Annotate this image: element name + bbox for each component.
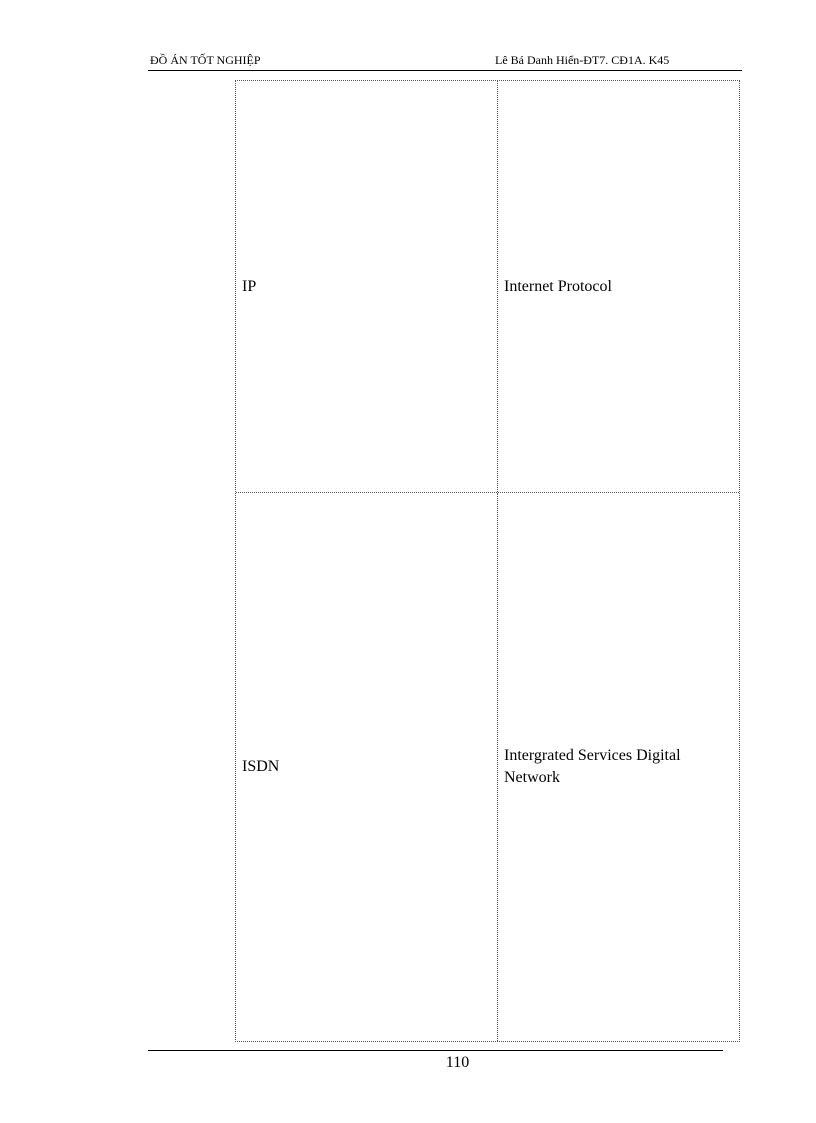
full-name-text: Internet Protocol	[504, 277, 612, 295]
abbreviation-text: IP	[242, 277, 257, 295]
abbreviation-cell	[236, 493, 498, 1041]
page-header	[148, 52, 742, 71]
table-row	[236, 81, 739, 493]
footer-divider	[148, 1050, 723, 1051]
header-author-info: Lê Bá Danh Hiển-ĐT7. CĐ1A. K45	[495, 53, 670, 67]
abbreviation-cell	[236, 81, 498, 492]
header-document-title: ĐỒ ÁN TỐT NGHIỆP	[150, 53, 261, 67]
full-name-cell	[498, 81, 739, 492]
table-row	[236, 493, 739, 1041]
abbreviation-table	[235, 80, 740, 1042]
full-name-cell	[498, 493, 739, 1041]
full-name-text: Intergrated Services Digital Network	[504, 747, 681, 786]
page-number: 110	[445, 1054, 470, 1071]
abbreviation-text: ISDN	[242, 758, 280, 775]
